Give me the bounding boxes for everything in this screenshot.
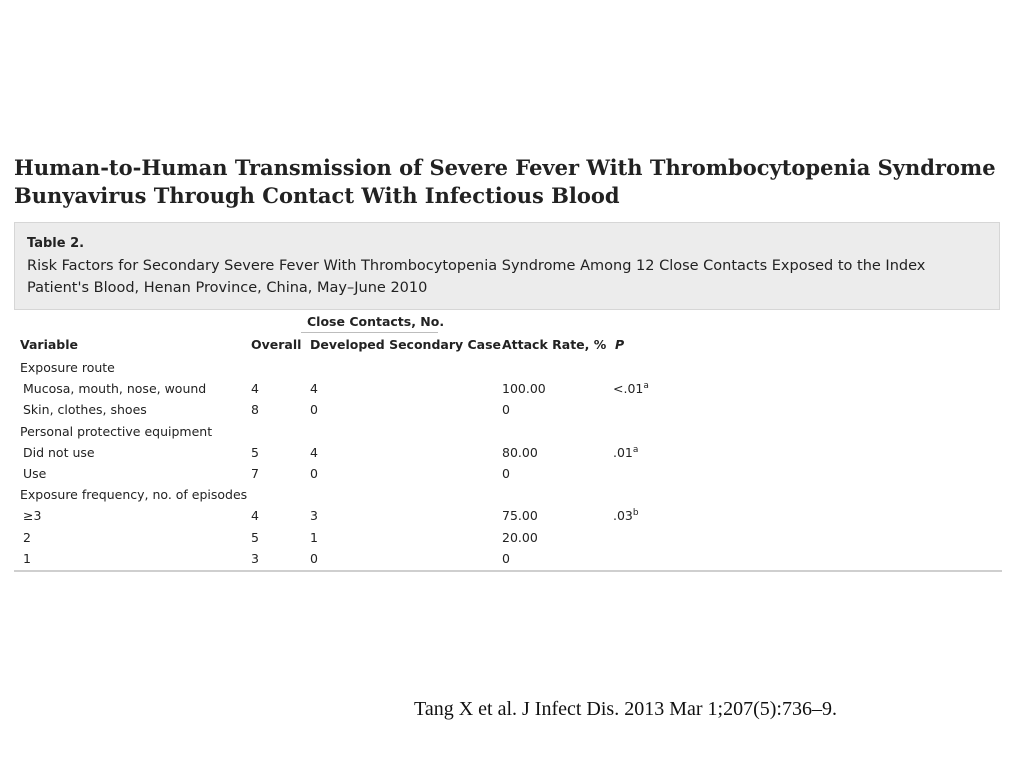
cell-attack-rate-text: 80.00 <box>502 444 538 460</box>
cell-variable-text: Did not use <box>23 444 95 460</box>
table-category-row <box>14 421 1002 442</box>
cell-variable <box>23 505 41 526</box>
cell-variable <box>20 484 247 505</box>
cell-developed-text: 0 <box>310 550 318 566</box>
cell-attack-rate <box>502 463 510 484</box>
cell-variable <box>23 442 95 463</box>
cell-developed <box>310 463 318 484</box>
group-header-underline <box>301 332 438 333</box>
table-category-row <box>14 357 1002 378</box>
cell-overall <box>251 527 259 548</box>
table-caption-text: Risk Factors for Secondary Severe Fever With Thrombocytopenia Syndrome Among 12 Close Contacts Exposed to the Index Patient's Blood, Henan Province, China, May–June 2010 <box>27 258 926 296</box>
cell-developed-text: 0 <box>310 466 318 481</box>
cell-overall-text: 4 <box>251 508 259 524</box>
cell-developed-text: 4 <box>310 444 318 460</box>
cell-overall <box>251 399 259 420</box>
cell-attack-rate <box>502 527 538 548</box>
cell-variable-text: ≥3 <box>23 508 42 524</box>
table-caption <box>14 222 1000 310</box>
cell-p-value-text: .03 <box>613 508 633 524</box>
cell-developed-text: 4 <box>310 381 318 397</box>
cell-variable <box>23 378 206 399</box>
table-row <box>14 505 1002 526</box>
cell-variable-text: Skin, clothes, shoes <box>23 402 147 418</box>
cell-variable <box>23 527 31 548</box>
cell-overall-text: 3 <box>251 550 259 566</box>
table-row <box>14 548 1002 569</box>
column-header-variable: Variable <box>20 337 79 352</box>
cell-developed-text: 1 <box>310 529 318 545</box>
cell-overall-text: 8 <box>251 402 259 418</box>
cell-developed <box>310 442 318 463</box>
cell-variable-text: Exposure frequency, no. of episodes <box>20 487 248 503</box>
cell-developed <box>310 399 318 420</box>
cell-developed-text: 0 <box>310 402 318 418</box>
cell-attack-rate <box>502 442 538 463</box>
cell-p-value <box>613 505 639 526</box>
cell-variable-text: Exposure route <box>20 360 115 375</box>
table-caption-label: Table 2. <box>27 236 85 251</box>
cell-variable-text: Use <box>23 466 47 481</box>
cell-attack-rate-text: 100.00 <box>502 381 546 397</box>
p-value-footnote-marker: a <box>643 381 649 392</box>
cell-p-value-text: .01 <box>613 444 633 460</box>
column-header-developed-secondary-case: Developed Secondary Case <box>310 337 502 352</box>
cell-p-value <box>613 378 649 399</box>
close-contacts-group-header: Close Contacts, No. <box>307 314 445 329</box>
cell-variable-text: 1 <box>23 550 31 566</box>
cell-variable <box>23 463 46 484</box>
cell-attack-rate-text: 20.00 <box>502 529 538 545</box>
table-row <box>14 442 1002 463</box>
cell-overall-text: 7 <box>251 466 259 481</box>
cell-overall-text: 5 <box>251 444 259 460</box>
cell-attack-rate-text: 0 <box>502 550 510 566</box>
cell-developed <box>310 548 318 569</box>
cell-attack-rate-text: 0 <box>502 466 510 481</box>
cell-attack-rate <box>502 505 538 526</box>
cell-overall <box>251 505 259 526</box>
cell-developed <box>310 527 318 548</box>
cell-variable <box>23 399 147 420</box>
cell-overall <box>251 548 259 569</box>
table-row <box>14 463 1002 484</box>
cell-attack-rate <box>502 548 510 569</box>
cell-variable-text: Personal protective equipment <box>20 423 213 439</box>
cell-variable <box>20 421 212 442</box>
table-row <box>14 527 1002 548</box>
cell-overall <box>251 463 259 484</box>
cell-p-value <box>613 442 638 463</box>
cell-developed <box>310 505 318 526</box>
citation: Tang X et al. J Infect Dis. 2013 Mar 1;207(5):736–9. <box>414 698 837 720</box>
cell-attack-rate-text: 0 <box>502 402 510 418</box>
p-value-footnote-marker: b <box>632 508 639 519</box>
cell-attack-rate <box>502 399 510 420</box>
p-value-footnote-marker: a <box>632 444 639 455</box>
table-row <box>14 399 1002 420</box>
risk-factor-table <box>14 312 1002 572</box>
column-header-p-value: P <box>615 337 625 352</box>
cell-overall <box>251 378 259 399</box>
cell-overall-text: 4 <box>251 381 259 397</box>
table-category-row <box>14 484 1002 505</box>
cell-p-value-text: <.01 <box>613 381 644 397</box>
cell-attack-rate <box>502 378 546 399</box>
cell-variable-text: Mucosa, mouth, nose, wound <box>23 381 207 397</box>
cell-overall <box>251 442 259 463</box>
column-header-attack-rate: Attack Rate, % <box>502 337 607 352</box>
column-header-overall: Overall <box>251 337 302 352</box>
cell-attack-rate-text: 75.00 <box>502 508 538 524</box>
cell-variable <box>20 357 115 378</box>
page-title: Human-to-Human Transmission of Severe Fever With Thrombocytopenia Syndrome Bunyavirus Through Contact With Infectious Blood <box>14 155 996 208</box>
cell-developed-text: 3 <box>310 508 318 524</box>
cell-overall-text: 5 <box>251 529 259 545</box>
table-row <box>14 378 1002 399</box>
cell-variable-text: 2 <box>23 529 31 545</box>
cell-variable <box>23 548 31 569</box>
cell-developed <box>310 378 318 399</box>
